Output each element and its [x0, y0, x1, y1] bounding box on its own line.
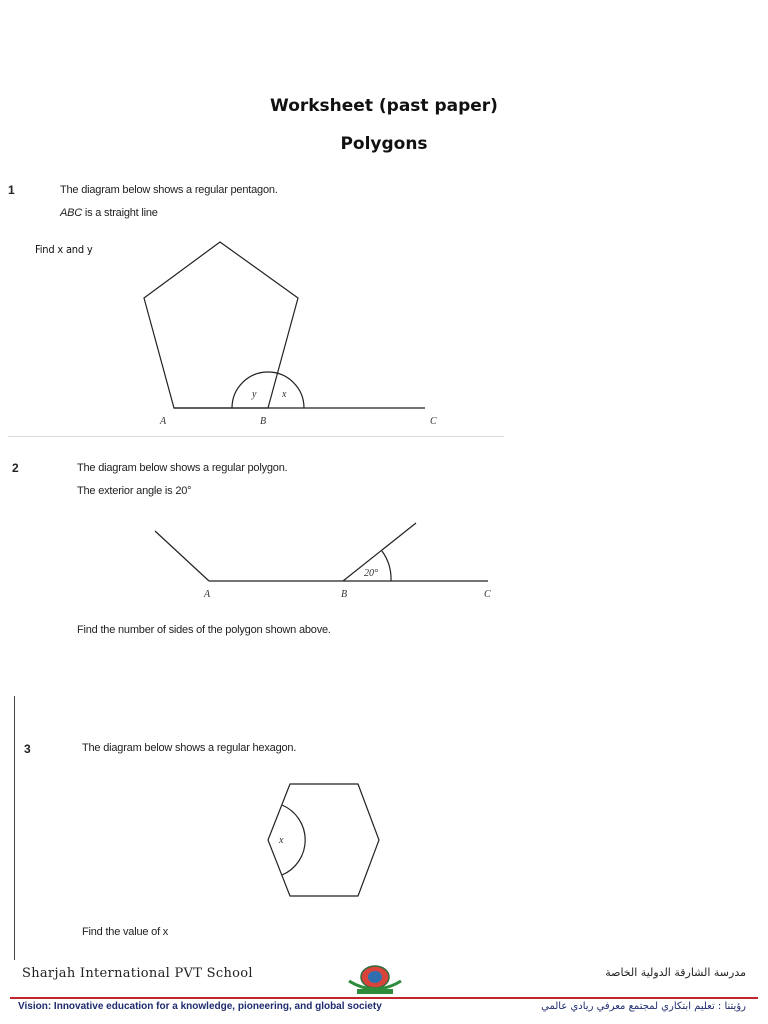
question-2-line-1: The diagram below shows a regular polygon.: [77, 462, 288, 474]
question-1-instruction: Find x and y: [35, 243, 93, 256]
label-20-degrees: 20°: [364, 568, 378, 579]
interior-angle-arc: [282, 805, 305, 875]
pentagon-diagram: [0, 230, 520, 435]
polygon-side-extended: [343, 523, 416, 581]
worksheet-title: Worksheet (past paper): [270, 96, 498, 116]
label-x: x: [282, 389, 287, 400]
label-a: A: [204, 589, 211, 600]
label-c: C: [430, 416, 437, 427]
section-divider: [8, 436, 504, 437]
margin-line: [14, 696, 15, 960]
hexagon-diagram: [255, 775, 390, 905]
question-1-line-abc: ABC: [60, 207, 83, 219]
question-3-number: 3: [24, 742, 31, 756]
label-b: B: [341, 589, 348, 600]
school-logo: [345, 963, 405, 997]
label-c: C: [484, 589, 491, 600]
label-y: y: [252, 389, 257, 400]
label-b: B: [260, 416, 267, 427]
question-1-line-2-rest: is a straight line: [82, 207, 158, 219]
exterior-angle-diagram: [0, 515, 520, 610]
worksheet-subtitle: Polygons: [340, 134, 428, 154]
label-x: x: [279, 835, 284, 846]
question-3-prompt: Find the value of x: [82, 926, 169, 938]
school-name-arabic: مدرسة الشارقة الدولية الخاصة: [605, 966, 746, 979]
question-2-line-2: The exterior angle is 20°: [77, 485, 192, 497]
question-1-number: 1: [8, 183, 15, 197]
question-3-line-1: The diagram below shows a regular hexagon.: [82, 742, 297, 754]
polygon-side-left: [155, 531, 209, 581]
footer-rule: [10, 997, 758, 999]
angle-arc-xy: [232, 372, 304, 408]
vision-arabic: رؤيتنا : تعليم ابتكاري لمجتمع معرفي ريادي عالمي: [541, 1001, 746, 1012]
angle-arc-20: [382, 551, 391, 581]
question-1-line-2: [60, 207, 158, 219]
vision-english: Vision: Innovative education for a knowledge, pioneering, and global society: [18, 1001, 382, 1012]
school-name-english: Sharjah International PVT School: [22, 966, 253, 981]
question-2-prompt: Find the number of sides of the polygon shown above.: [77, 624, 331, 636]
question-1-line-1: The diagram below shows a regular pentagon.: [60, 184, 278, 196]
hexagon-shape: [268, 784, 379, 896]
question-2-number: 2: [12, 461, 19, 475]
pentagon-shape: [144, 242, 298, 408]
label-a: A: [160, 416, 167, 427]
